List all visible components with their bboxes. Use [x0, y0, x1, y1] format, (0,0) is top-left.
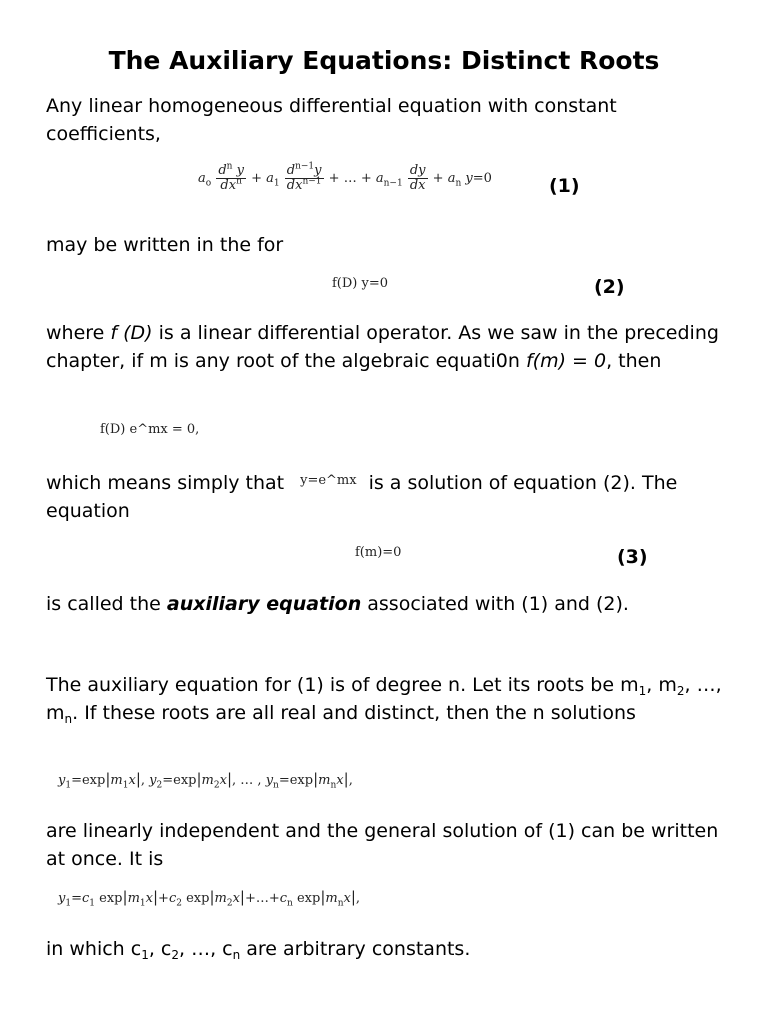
text-italic-fm: f(m) = 0 [525, 350, 607, 372]
text-segment: associated with (1) and (2). [361, 593, 629, 615]
text-segment: which means simply that [46, 472, 285, 494]
text-segment: , …, m [46, 674, 722, 724]
equation-solutions-list: $y_1=\exp|m_1x|$, $y_2=\exp|m_2x|$, … , $y_n=\exp|m_nx|$, [58, 770, 353, 791]
paragraph-written-form: may be written in the for [46, 234, 284, 256]
equation-general-solution: $y_1=c_1$ $\exp|m_1x|+c_2$ $\exp|m_2x|+\dots+c_n$ $\exp|m_nx|$, [58, 888, 361, 909]
paragraph-auxiliary-definition [46, 590, 726, 618]
text-segment: in which c [46, 938, 142, 960]
text-segment: are arbitrary constants. [240, 938, 471, 960]
equation-3: f(m)=0 [355, 545, 402, 560]
subscript: 2 [171, 948, 180, 962]
text-segment: The auxiliary equation for (1) is of degree n. Let its roots be m [46, 674, 639, 696]
equation-inline-exponential: y=e^mx [300, 473, 357, 488]
text-segment: . If these roots are all real and distinct, then the n solutions [72, 702, 636, 724]
subscript: 1 [141, 948, 149, 962]
text-bold-italic: auxiliary equation [166, 593, 362, 615]
paragraph-intro: Any linear homogeneous differential equation with constant coefficients, [46, 95, 617, 145]
equation-operator-exponential: f(D) e^mx = 0, [100, 422, 200, 437]
paragraph-operator [46, 319, 726, 375]
text-segment: where [46, 322, 111, 344]
text-segment: , then [606, 350, 662, 372]
paragraph-general-solution: are linearly independent and the general solution of (1) can be written at once. It is [46, 820, 719, 870]
equation-number-1: (1) [549, 175, 580, 197]
paragraph-roots [46, 671, 726, 727]
equation-number-2: (2) [594, 276, 625, 298]
paragraph-solution-meaning [46, 469, 726, 525]
equation-number-3: (3) [617, 546, 648, 568]
equation-1: $a_o$ $\frac{d^n y}{dx^n}$ + $a_1$ $\frac{d^{n-1}y}{dx^{n-1}}$ + … + $a_{n-1}$ $\frac{dy}{dx}$ + $a_n$ y=0 [198, 161, 492, 193]
text-segment: , m [646, 674, 677, 696]
paragraph-constants [46, 935, 726, 963]
text-segment: , …, c [179, 938, 233, 960]
subscript: n [64, 712, 73, 726]
text-segment: is a linear differential operator. As we saw in the preceding chapter, if m is any root of the algebraic equati0n [46, 322, 719, 372]
text-segment: is called the [46, 593, 167, 615]
subscript: 1 [638, 684, 647, 698]
text-italic-fd: f (D) [110, 322, 153, 344]
page-title: The Auxiliary Equations: Distinct Roots [108, 46, 660, 75]
equation-2: f(D) y=0 [332, 276, 389, 291]
text-segment: is a solution of equation (2). The equation [46, 472, 678, 522]
subscript: n [232, 948, 241, 962]
text-segment: , c [148, 938, 172, 960]
subscript: 2 [676, 684, 685, 698]
